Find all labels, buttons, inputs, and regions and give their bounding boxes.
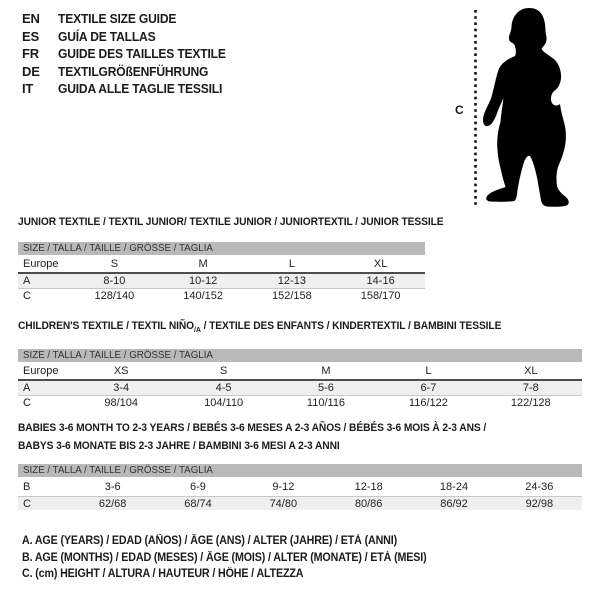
babies-title-line2: BABYS 3-6 MONATE BIS 2-3 JAHRE / BAMBINI 3-6 MESI A 2-3 ANNI bbox=[18, 439, 340, 452]
children-table-title-text bbox=[18, 320, 501, 334]
language-row bbox=[22, 10, 238, 28]
junior-size-rows bbox=[18, 256, 425, 302]
babies-table-title bbox=[18, 420, 521, 455]
size-cell: 3-4 bbox=[113, 382, 130, 394]
junior-size-table bbox=[18, 242, 425, 302]
size-cell: 74/80 bbox=[269, 497, 298, 510]
size-cell: 122/128 bbox=[510, 396, 551, 409]
note-age-years-text: A. AGE (YEARS) / EDAD (AÑOS) / ÂGE (ANS) / ALTER (JAHRE) / ETÀ (ANNI) bbox=[22, 535, 398, 547]
row-label: Europe bbox=[23, 258, 59, 270]
babies-title-line1: BABIES 3-6 MONTH TO 2-3 YEARS / BEBÉS 3-6 MESES A 2-3 AÑOS / BÉBÉS 3-6 MOIS À 2-3 ANS / bbox=[18, 422, 487, 434]
size-cell: 8-10 bbox=[103, 275, 126, 287]
size-cell: L bbox=[425, 365, 432, 377]
children-title-pre: CHILDREN'S TEXTILE / TEXTIL NIÑO bbox=[18, 320, 195, 332]
size-cell: 7-8 bbox=[522, 382, 539, 394]
children-title-subscript: /A bbox=[194, 325, 201, 335]
baby-silhouette-image bbox=[440, 0, 600, 215]
size-cell: M bbox=[321, 365, 331, 377]
table-row bbox=[18, 381, 582, 395]
legend-notes bbox=[22, 533, 457, 583]
language-code: FR bbox=[22, 46, 39, 62]
row-label: B bbox=[23, 481, 31, 493]
size-header-bar bbox=[18, 464, 582, 477]
size-cell: 5-6 bbox=[318, 382, 334, 394]
size-cell: S bbox=[219, 365, 228, 377]
table-row bbox=[18, 478, 582, 496]
size-header-text: SIZE / TALLA / TAILLE / GRÖSSE / TAGLIA bbox=[23, 464, 213, 476]
language-code: DE bbox=[22, 63, 40, 79]
table-row bbox=[18, 256, 425, 274]
size-cell: 4-5 bbox=[215, 382, 232, 394]
size-cell: 18-24 bbox=[439, 481, 469, 493]
guide-title: GUIDE DES TAILLES TEXTILE bbox=[58, 46, 226, 62]
size-cell: 80/86 bbox=[354, 497, 383, 510]
note-age-months bbox=[22, 550, 457, 567]
table-row bbox=[18, 274, 425, 288]
size-cell: 152/158 bbox=[271, 289, 312, 302]
size-cell: 6-7 bbox=[420, 382, 437, 394]
size-cell: 24-36 bbox=[525, 481, 554, 493]
size-cell: 14-16 bbox=[366, 275, 395, 287]
note-height-text: C. (cm) HEIGHT / ALTURA / HAUTEUR / HÖHE / ALTEZZA bbox=[22, 568, 304, 580]
table-row bbox=[18, 496, 582, 510]
note-age-years bbox=[22, 533, 457, 550]
size-cell: 158/170 bbox=[360, 289, 401, 302]
size-cell: 92/98 bbox=[525, 497, 554, 510]
children-size-rows bbox=[18, 363, 582, 409]
row-label: C bbox=[23, 497, 31, 510]
size-cell: 3-6 bbox=[104, 481, 121, 493]
junior-table-title bbox=[18, 216, 476, 228]
language-row bbox=[22, 28, 238, 46]
table-row bbox=[18, 395, 582, 409]
size-cell: L bbox=[288, 258, 295, 270]
language-row bbox=[22, 45, 238, 63]
babies-size-table bbox=[18, 464, 582, 510]
size-header-bar bbox=[18, 242, 425, 255]
size-cell: XL bbox=[524, 365, 538, 377]
size-cell: 116/122 bbox=[408, 396, 448, 409]
size-header-text: SIZE / TALLA / TAILLE / GRÖSSE / TAGLIA bbox=[23, 242, 213, 254]
row-label: C bbox=[23, 396, 31, 409]
children-title-post: / TEXTILE DES ENFANTS / KINDERTEXTIL / BAMBINI TESSILE bbox=[200, 320, 502, 332]
children-table-title bbox=[18, 320, 538, 334]
language-code: ES bbox=[22, 28, 39, 44]
row-label: Europe bbox=[23, 365, 59, 377]
baby-silhouette bbox=[483, 8, 569, 207]
size-cell: 6-9 bbox=[190, 481, 206, 493]
size-header-text: SIZE / TALLA / TAILLE / GRÖSSE / TAGLIA bbox=[23, 349, 213, 361]
size-cell: 68/74 bbox=[184, 497, 212, 510]
size-cell: 110/116 bbox=[306, 396, 346, 409]
size-cell: XL bbox=[373, 258, 388, 270]
table-row bbox=[18, 288, 425, 302]
table-row bbox=[18, 363, 582, 381]
size-cell: 10-12 bbox=[189, 275, 218, 287]
size-cell: S bbox=[110, 258, 119, 270]
note-height bbox=[22, 566, 457, 583]
row-label: C bbox=[23, 289, 31, 302]
row-label: A bbox=[23, 382, 31, 394]
junior-table-title-text: JUNIOR TEXTILE / TEXTIL JUNIOR/ TEXTILE JUNIOR / JUNIORTEXTIL / JUNIOR TESSILE bbox=[18, 216, 444, 228]
language-code: EN bbox=[22, 11, 40, 27]
size-cell: XS bbox=[113, 365, 129, 377]
size-cell: 128/140 bbox=[94, 289, 135, 302]
row-label: A bbox=[23, 275, 31, 287]
size-cell: 140/152 bbox=[183, 289, 223, 302]
babies-size-rows bbox=[18, 478, 582, 510]
size-cell: 62/68 bbox=[98, 497, 127, 510]
size-header-bar bbox=[18, 349, 582, 362]
height-measure-label: C bbox=[455, 103, 464, 117]
note-age-months-text: B. AGE (MONTHS) / EDAD (MESES) / ÂGE (MOIS) / ALTER (MONATE) / ETÀ (MESI) bbox=[22, 551, 427, 564]
size-cell: 98/104 bbox=[104, 396, 139, 409]
children-size-table bbox=[18, 349, 582, 409]
guide-title: GUÍA DE TALLAS bbox=[58, 28, 156, 44]
language-row bbox=[22, 80, 238, 98]
guide-title: GUIDA ALLE TAGLIE TESSILI bbox=[58, 81, 223, 97]
size-cell: 12-13 bbox=[277, 275, 306, 287]
guide-title: TEXTILE SIZE GUIDE bbox=[58, 11, 177, 27]
guide-title: TEXTILGRÖßENFÜHRUNG bbox=[58, 63, 209, 79]
size-cell: 9-12 bbox=[272, 481, 295, 493]
language-code: IT bbox=[22, 81, 34, 97]
size-cell: 86/92 bbox=[440, 497, 468, 510]
language-row bbox=[22, 63, 238, 81]
size-cell: M bbox=[198, 258, 208, 270]
size-cell: 104/110 bbox=[204, 396, 244, 409]
language-title-list bbox=[22, 10, 238, 98]
size-cell: 12-18 bbox=[354, 481, 383, 493]
